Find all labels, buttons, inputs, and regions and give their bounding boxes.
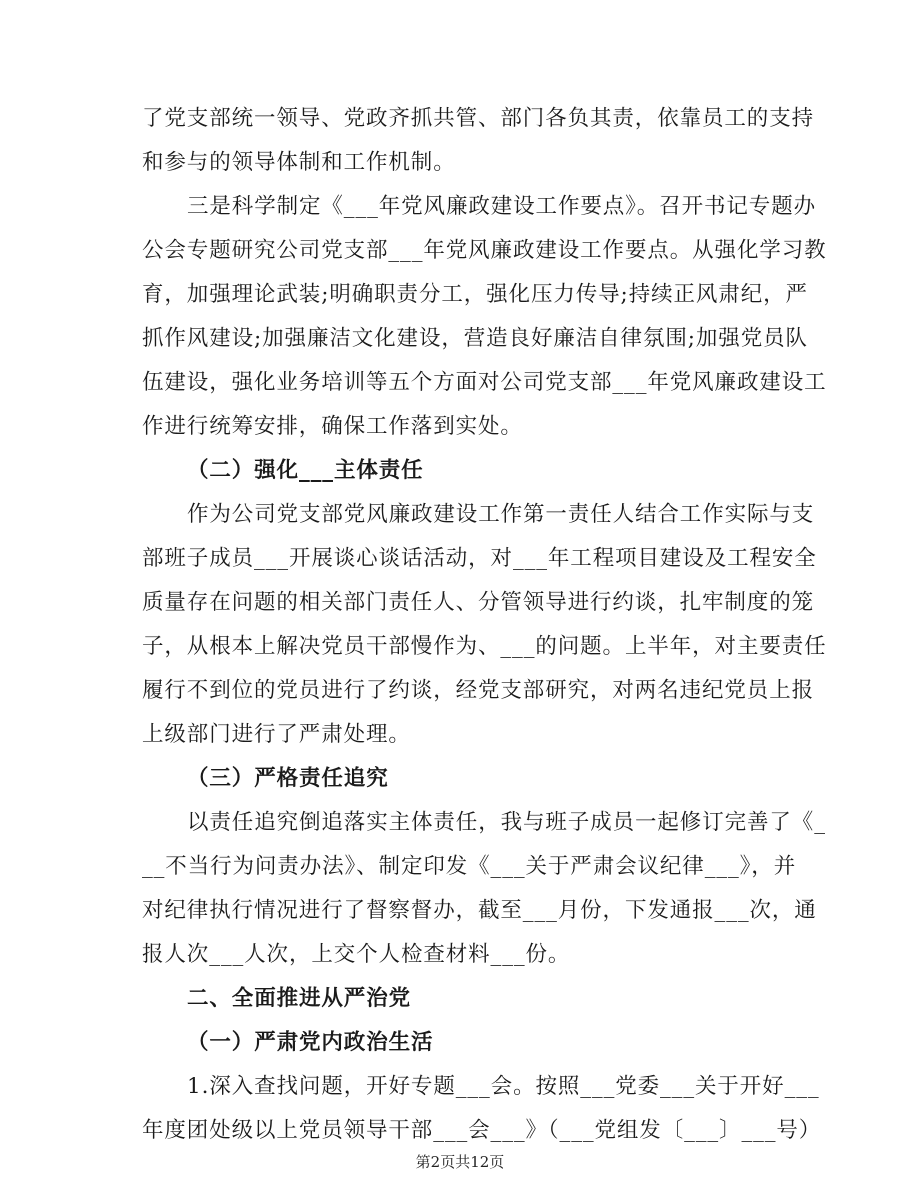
paragraph-line-4: 公会专题研究公司党支部___年党风廉政建设工作要点。从强化学习教 [142,238,827,263]
chapter-heading-2: 二、全面推进从严治党 [187,986,412,1011]
section-heading-1: （一）严肃党内政治生活 [187,1030,434,1055]
paragraph-line-9: 作为公司党支部党风廉政建设工作第一责任人结合工作实际与支 [187,502,815,527]
paragraph-line-14: 上级部门进行了严肃处理。 [142,722,411,747]
paragraph-line-20: 年度团处级以上党员领导干部___会___》（___党组发〔___〕___号） [142,1118,822,1143]
page-number-footer: 第2页共12页 [415,1153,505,1171]
section-heading-3: （三）严格责任追究 [187,766,389,791]
paragraph-line-10: 部班子成员___开展谈心谈话活动，对___年工程项目建设及工程安全 [142,546,817,571]
paragraph-line-5: 育，加强理论武装;明确职责分工，强化压力传导;持续正风肃纪，严 [142,282,808,307]
paragraph-line-19: 1.深入查找问题，开好专题___会。按照___党委___关于开好___ [187,1074,820,1099]
paragraph-line-11: 质量存在问题的相关部门责任人、分管领导进行约谈，扎牢制度的笼 [142,590,815,615]
paragraph-line-6: 抓作风建设;加强廉洁文化建设，营造良好廉洁自律氛围;加强党员队 [142,326,808,351]
paragraph-line-2: 和参与的领导体制和工作机制。 [142,150,456,175]
paragraph-line-18: 报人次___人次，上交个人检查材料___份。 [142,942,571,967]
paragraph-line-7: 伍建设，强化业务培训等五个方面对公司党支部___年党风廉政建设工 [142,370,827,395]
paragraph-line-17: 对纪律执行情况进行了督察督办，截至___月份，下发通报___次，通 [142,898,817,923]
paragraph-line-12: 子，从根本上解决党员干部慢作为、___的问题。上半年，对主要责任 [142,634,827,659]
paragraph-line-8: 作进行统筹安排，确保工作落到实处。 [142,414,523,439]
paragraph-line-3: 三是科学制定《___年党风廉政建设工作要点》。召开书记专题办 [187,194,817,219]
section-heading-2: （二）强化___主体责任 [187,458,424,483]
paragraph-line-1: 了党支部统一领导、党政齐抓共管、部门各负其责，依靠员工的支持 [142,106,815,131]
paragraph-line-15: 以责任追究倒追落实主体责任，我与班子成员一起修订完善了《_ [187,810,826,835]
paragraph-line-13: 履行不到位的党员进行了约谈，经党支部研究，对两名违纪党员上报 [142,678,815,703]
paragraph-line-16: __不当行为问责办法》、制定印发《___关于严肃会议纪律___》，并 [142,854,797,879]
